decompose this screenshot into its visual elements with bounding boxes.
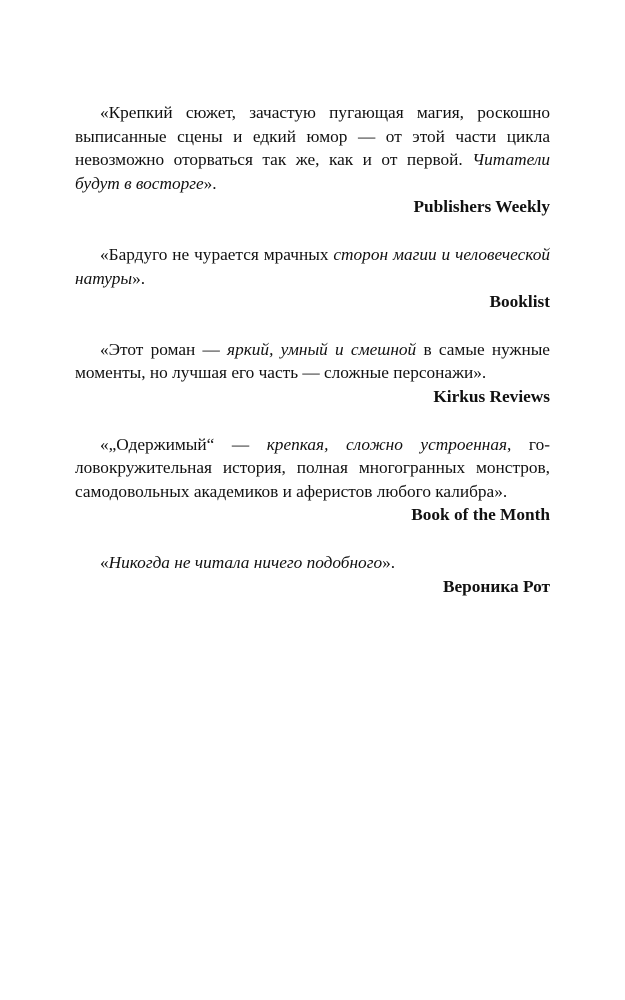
- quote-text: ».: [203, 173, 217, 193]
- quote-text: «„Одержимый“ —: [100, 434, 267, 454]
- quote-text: , головокружительная история, полная многогранных монстров, самодовольных академиков и аферистов любого калибра».: [75, 434, 550, 501]
- quote-text: в самые нужные моменты, но лучшая его часть — сложные персонажи».: [75, 339, 550, 383]
- review-quote: [75, 433, 550, 504]
- quote-text: «Крепкий сюжет, зачастую пугающая магия, роскошно выписанные сцены и едкий юмор — от этой части цикла невозможно оторваться так же, как и от первой.: [75, 103, 550, 170]
- review-quote: [75, 338, 550, 385]
- quote-text-italic: яркий, умный и смешной: [227, 339, 417, 359]
- spacer: [75, 409, 550, 433]
- review-quote: [75, 243, 550, 290]
- review-quote: [75, 551, 550, 575]
- review-blurb: [75, 101, 550, 219]
- quote-text: «Этот роман —: [100, 339, 228, 359]
- spacer: [75, 314, 550, 338]
- review-source: Publishers Weekly: [413, 197, 550, 217]
- review-source: Book of the Month: [411, 505, 550, 525]
- quote-text-italic: Читатели будут в восторге: [75, 150, 550, 193]
- quote-text: «: [100, 552, 109, 572]
- review-quote: [75, 101, 550, 195]
- spacer: [75, 527, 550, 551]
- review-blurb: [75, 243, 550, 314]
- quote-text: ».: [132, 268, 146, 288]
- quote-text: «Бардуго не чурается мрачных: [100, 244, 334, 264]
- review-source: Booklist: [489, 292, 550, 312]
- review-blurb: [75, 433, 550, 527]
- praise-page: [75, 101, 550, 598]
- quote-text: ».: [382, 552, 396, 572]
- quote-text-italic: Никогда не читала ничего подобного: [108, 552, 383, 572]
- review-blurb: [75, 551, 550, 598]
- quote-text-italic: сторон магии и человеческой натуры: [75, 244, 550, 288]
- review-source: Kirkus Reviews: [433, 386, 550, 406]
- quote-text-italic: крепкая, сложно устроенная: [266, 434, 508, 454]
- review-source: Вероника Рот: [442, 576, 550, 596]
- review-blurb: [75, 338, 550, 409]
- spacer: [75, 219, 550, 243]
